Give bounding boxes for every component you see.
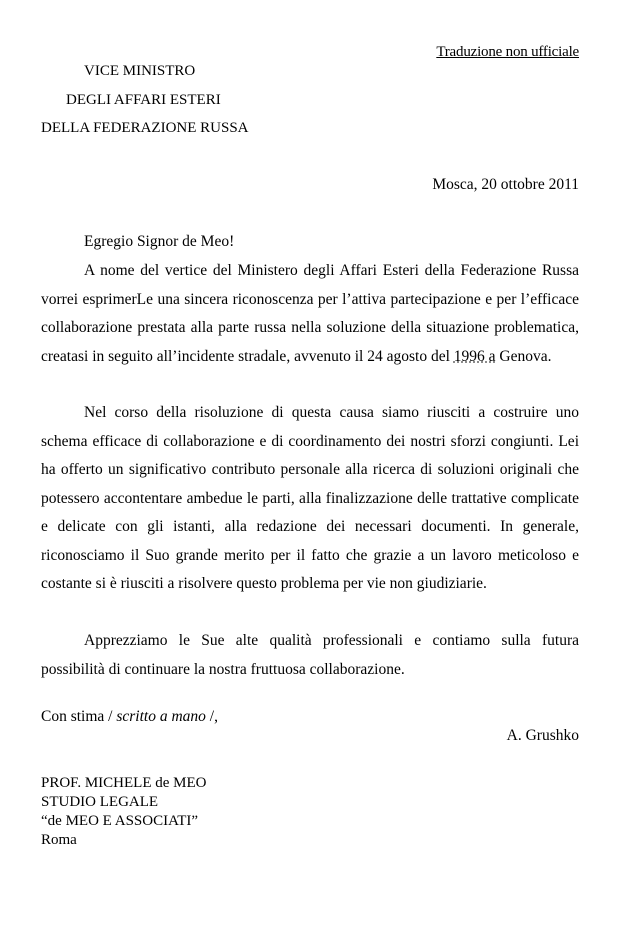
salutation: Egregio Signor de Meo! [84,233,235,250]
paragraph-1-text: A nome del vertice del Ministero degli Affari Esteri della Federazione Russa vorrei esprimerLe una sincera riconoscenza per l’attiva partecipazione e per l’efficace collaborazione prestata alla parte russa nella soluzione della situazione problematica, creatasi in seguito all’incidente stradale, avvenuto il 24 agosto del [41,262,579,365]
recipient-line3: “de MEO E ASSOCIATI” [41,813,199,829]
sender-title-line1: VICE MINISTRO [84,63,196,79]
unofficial-translation-label: Traduzione non ufficiale [436,44,579,60]
paragraph-3: Apprezziamo le Sue alte qualità professionali e contiamo sulla futura possibilità di continuare la nostra fruttuosa collaborazione. [41,632,579,678]
sender-title-line2: DEGLI AFFARI ESTERI [66,92,221,108]
paragraph-1-end: Genova. [495,347,552,365]
paragraph-1 [41,257,579,371]
paragraph-1-year: 1996 a [453,347,496,365]
paragraph-2: Nel corso della risoluzione di questa causa siamo riusciti a costruire uno schema efficace di collaborazione e di coordinamento dei nostri sforzi congiunti. Lei ha offerto un significativo contributo personale alla ricerca di soluzioni originali che potessero accontentare ambedue le parti, alla finalizzazione delle trattative complicate e delicate con gli istanti, alla redazione dei necessari documenti. In generale, riconosciamo il Suo grande merito per il fatto che grazie a un lavoro meticoloso e costante si è riusciti a risolvere questo problema per vie non giudiziarie. [41,404,579,592]
closing [41,708,218,726]
signature-name: A. Grushko [506,727,579,744]
recipient-line2: STUDIO LEGALE [41,794,159,810]
letter-date: Mosca, 20 ottobre 2011 [432,176,579,193]
recipient-address [41,774,206,850]
closing-end: /, [205,708,218,725]
recipient-line4: Roma [41,832,77,848]
recipient-line1: PROF. MICHELE de MEO [41,775,207,791]
closing-text: Con stima / [41,708,117,725]
closing-handwritten-note: scritto a mano [116,708,206,725]
sender-title-line3: DELLA FEDERAZIONE RUSSA [41,120,249,136]
